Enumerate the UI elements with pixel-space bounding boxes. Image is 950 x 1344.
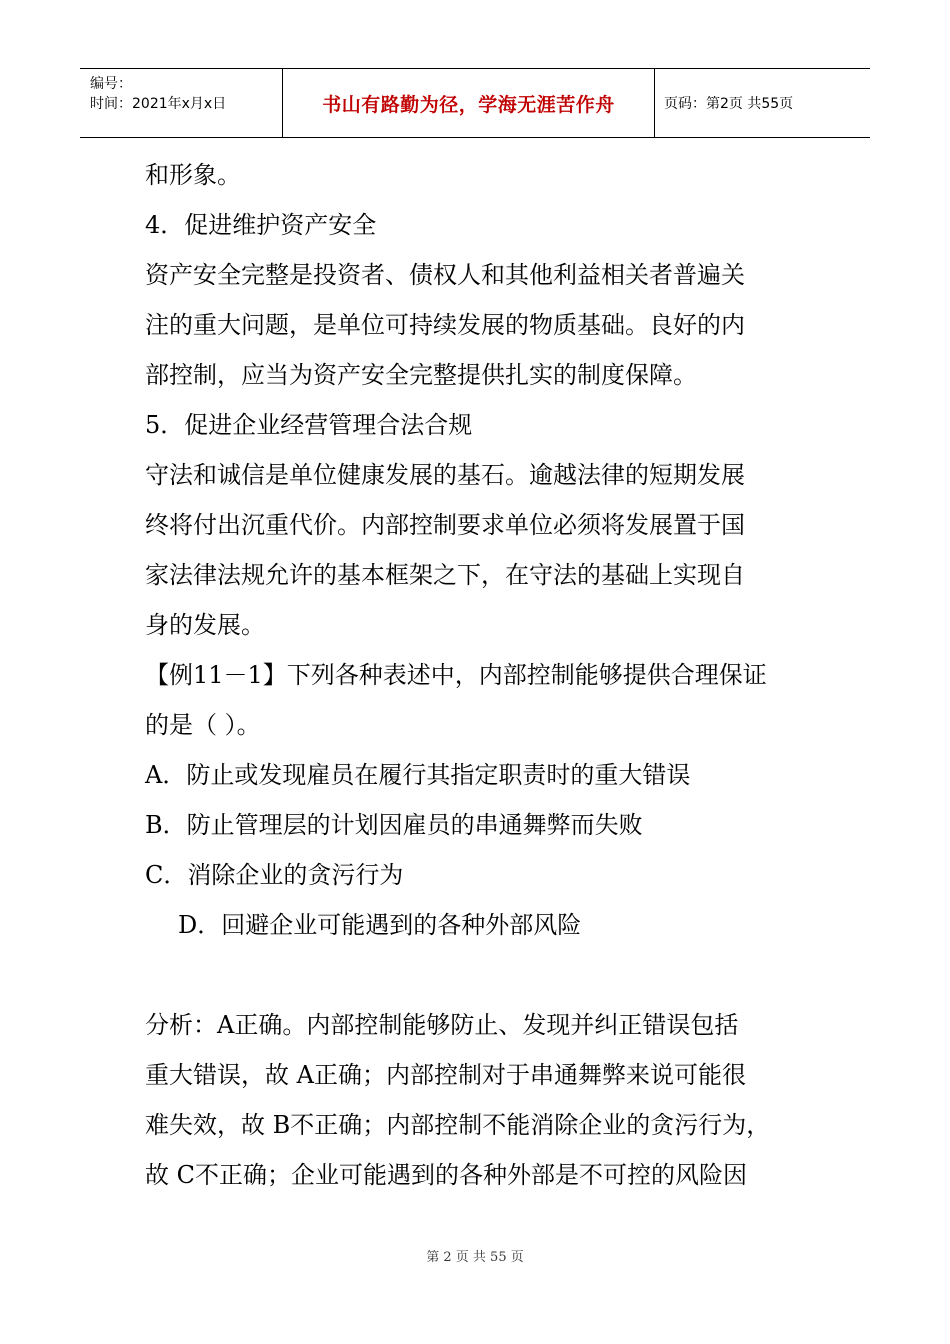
header-page-info: 页码：第2页 共55页 xyxy=(664,96,794,112)
document-header xyxy=(80,68,870,138)
body-line: 终将付出沉重代价。内部控制要求单位必须将发展置于国 xyxy=(145,511,745,539)
doc-number-label: 编号： xyxy=(90,76,132,92)
example-question: 【例11－1】下列各种表述中，内部控制能够提供合理保证 xyxy=(145,661,767,689)
doc-time-label: 时间：2021年x月x日 xyxy=(90,96,227,112)
option-a: A．防止或发现雇员在履行其指定职责时的重大错误 xyxy=(145,761,691,789)
analysis-line: 故 C不正确；企业可能遇到的各种外部是不可控的风险因 xyxy=(145,1161,747,1189)
header-motto-cell xyxy=(283,69,655,137)
option-c: C．消除企业的贪污行为 xyxy=(145,861,404,889)
analysis-line: 重大错误，故 A正确；内部控制对于串通舞弊来说可能很 xyxy=(145,1061,746,1089)
section-heading-4: 4．促进维护资产安全 xyxy=(145,211,377,239)
option-b: B．防止管理层的计划因雇员的串通舞弊而失败 xyxy=(145,811,643,839)
body-line: 注的重大问题，是单位可持续发展的物质基础。良好的内 xyxy=(145,311,745,339)
body-line: 家法律法规允许的基本框架之下，在守法的基础上实现自 xyxy=(145,561,745,589)
body-line: 部控制，应当为资产安全完整提供扎实的制度保障。 xyxy=(145,361,697,389)
body-line: 资产安全完整是投资者、债权人和其他利益相关者普遍关 xyxy=(145,261,745,289)
page-footer: 第 2 页 共 55 页 xyxy=(426,1250,524,1265)
header-motto: 书山有路勤为径，学海无涯苦作舟 xyxy=(322,93,615,116)
header-meta xyxy=(80,69,283,137)
analysis-line: 难失效，故 B不正确；内部控制不能消除企业的贪污行为， xyxy=(145,1111,771,1139)
option-d: D．回避企业可能遇到的各种外部风险 xyxy=(178,911,582,939)
example-question: 的是（ ）。 xyxy=(145,711,261,739)
body-line: 身的发展。 xyxy=(145,611,265,639)
body-line: 守法和诚信是单位健康发展的基石。逾越法律的短期发展 xyxy=(145,461,745,489)
body-line: 和形象。 xyxy=(145,161,241,189)
section-heading-5: 5．促进企业经营管理合法合规 xyxy=(145,411,473,439)
analysis-line: 分析：A正确。内部控制能够防止、发现并纠正错误包括 xyxy=(145,1011,739,1039)
